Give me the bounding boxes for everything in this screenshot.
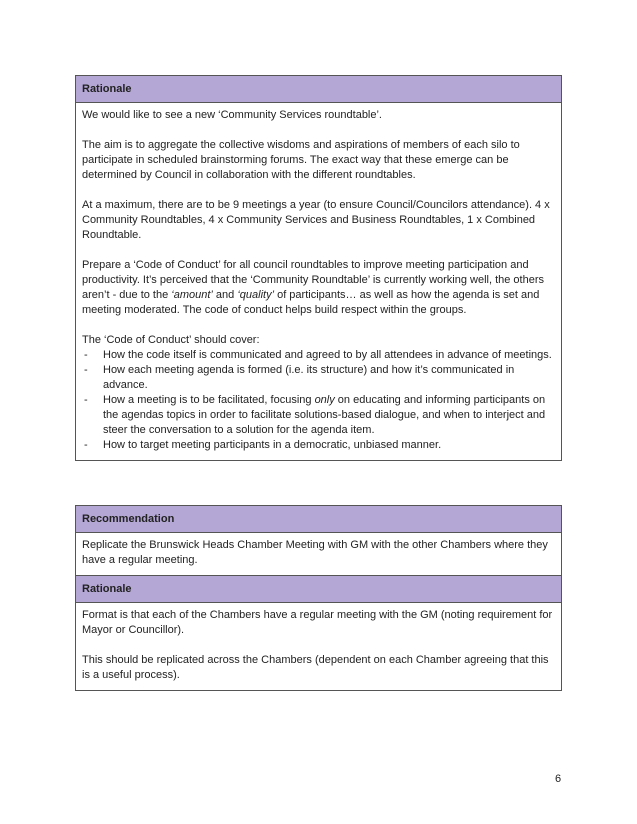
rationale-body-2 — [76, 603, 561, 690]
list-item — [82, 393, 555, 438]
emphasis-quality: ‘quality’ — [237, 289, 275, 301]
text-run: of participants… as well as how the agenda is set and meeting moderated. The code of conduct helps build respect within the groups. — [82, 289, 540, 316]
emphasis-amount: ‘amount’ — [171, 289, 213, 301]
list-item: - How to target meeting participants in a democratic, unbiased manner. — [82, 438, 555, 453]
rationale-box — [75, 75, 562, 461]
rationale-paragraph: This should be replicated across the Chambers (dependent on each Chamber agreeing that this is a useful process). — [82, 654, 549, 681]
rationale-paragraph: At a maximum, there are to be 9 meetings a year (to ensure Council/Councilors attendance). 4 x Community Roundtables, 4 x Community Services and Business Roundtables, 1 x Combined Roundtable. — [82, 199, 550, 241]
list-item: - How the code itself is communicated and agreed to by all attendees in advance of meetings. — [82, 348, 555, 363]
text-run: and — [212, 289, 238, 301]
list-item: - How each meeting agenda is formed (i.e. its structure) and how it’s communicated in advance. — [82, 363, 555, 393]
rationale-paragraph: The aim is to aggregate the collective wisdoms and aspirations of members of each silo to participate in scheduled brainstorming forums. The exact way that these emerge can be determined by Council in collaboration with the different roundtables. — [82, 139, 520, 181]
recommendation-header: Recommendation — [76, 506, 561, 533]
recommendation-box — [75, 505, 562, 691]
code-of-conduct-list — [82, 348, 555, 453]
recommendation-text: Replicate the Brunswick Heads Chamber Meeting with GM with the other Chambers where they have a regular meeting. — [82, 539, 548, 566]
code-of-conduct-paragraph — [82, 258, 555, 318]
text-run: How a meeting is to be facilitated, focusing — [103, 394, 315, 406]
rationale-header: Rationale — [76, 76, 561, 103]
text-run: on educating and informing participants on the agendas topics in order to facilitate solutions-based dialogue, and when to interject and steer the conversation to a solution for the agenda item. — [103, 394, 546, 436]
page-number: 6 — [555, 773, 562, 785]
code-of-conduct-list-block — [82, 333, 555, 453]
rationale-body — [76, 103, 561, 460]
text-run: Prepare a ‘Code of Conduct’ for all council roundtables to improve meeting participation and productivity. It’s perceived that the ‘Community Roundtable’ is currently working well, the others aren’t - due to the — [82, 259, 545, 301]
list-intro: The ‘Code of Conduct’ should cover: — [82, 334, 260, 346]
emphasis-only: only — [314, 394, 335, 406]
recommendation-body — [76, 533, 561, 575]
rationale-paragraph: We would like to see a new ‘Community Services roundtable’. — [82, 109, 382, 121]
rationale-paragraph: Format is that each of the Chambers have a regular meeting with the GM (noting requirement for Mayor or Councillor). — [82, 609, 553, 636]
rationale-header-2: Rationale — [76, 575, 561, 603]
